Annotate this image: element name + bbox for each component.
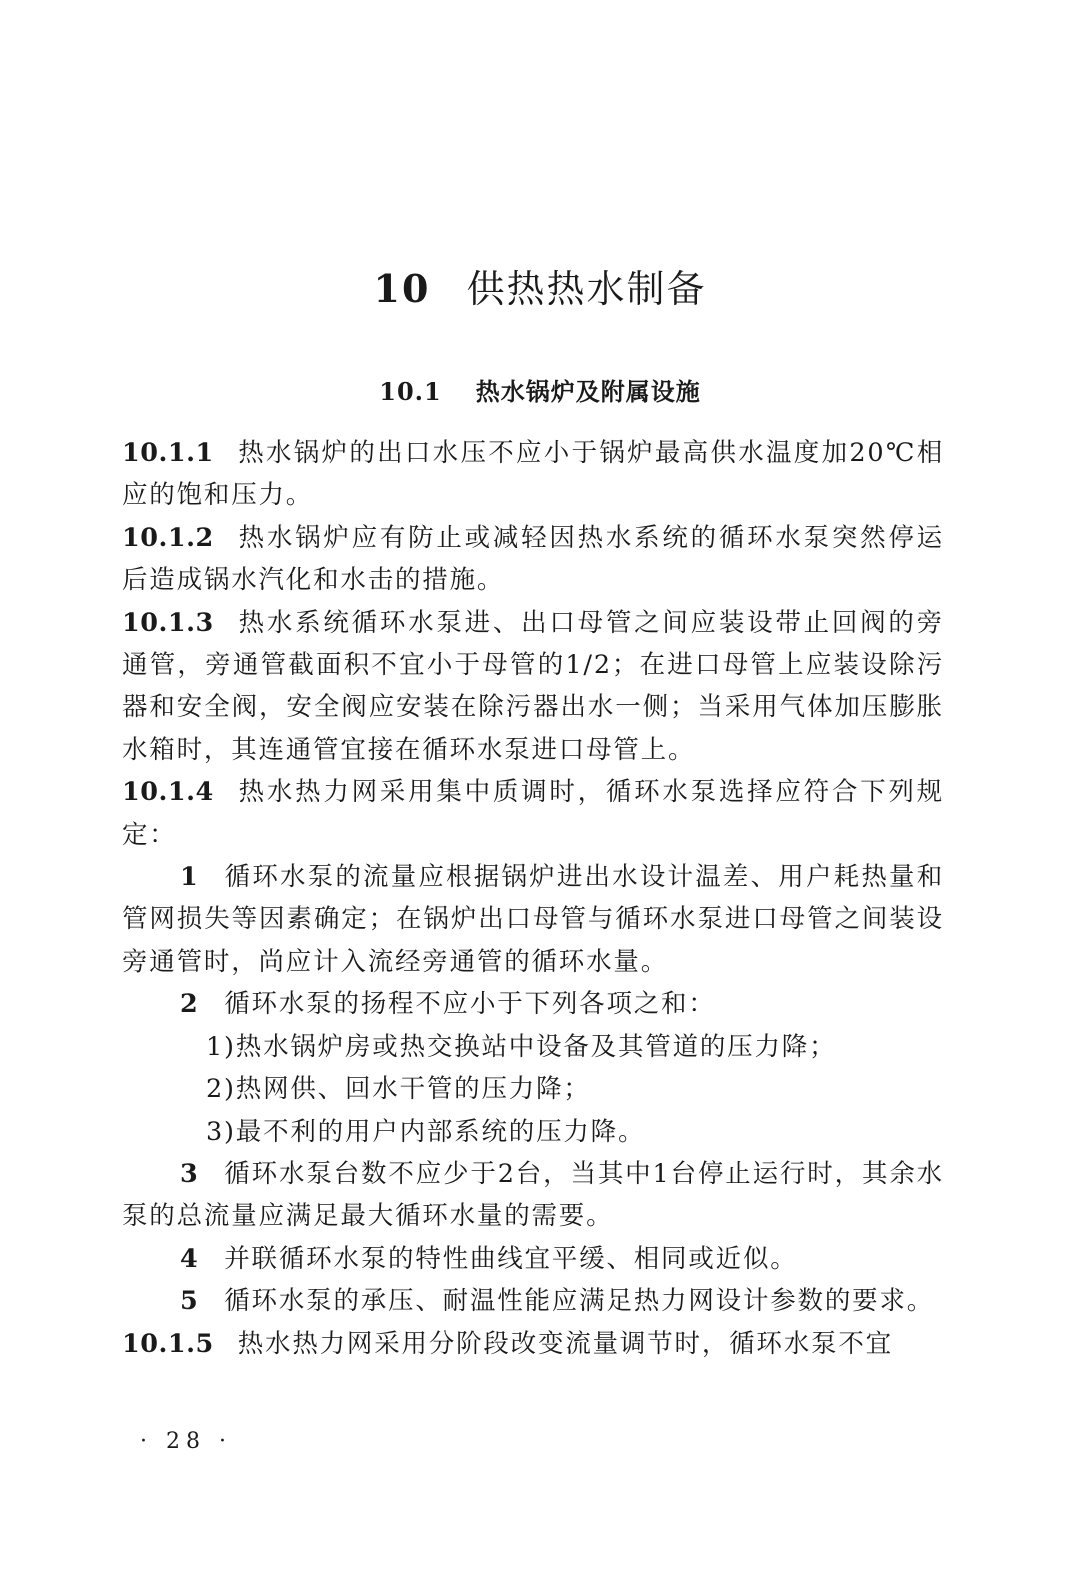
item-text: 循环水泵台数不应少于2台，当其中1台停止运行时，其余水泵的总流量应满足最大循环水量的需要。: [122, 1158, 944, 1232]
item-number: 2: [180, 989, 199, 1020]
chapter-number: 10: [373, 266, 431, 311]
body-text: [122, 432, 944, 1365]
list-item-2: [122, 983, 944, 1025]
clause-text: 热水系统循环水泵进、出口母管之间应装设带止回阀的旁通管，旁通管截面积不宜小于母管的1/2；在进口母管上应装设除污器和安全阀，安全阀应安装在除污器出水一侧；当采用气体加压膨胀水箱时，其连通管宜接在循环水泵进口母管上。: [122, 607, 944, 765]
clause-number: 10.1.5: [122, 1328, 214, 1359]
chapter-name: 供热热水制备: [466, 267, 707, 311]
clause-10-1-3: [122, 602, 944, 772]
sub-item-2: 2)热网供、回水干管的压力降；: [206, 1074, 591, 1105]
clause-10-1-4: [122, 771, 944, 856]
item-number: 5: [180, 1286, 199, 1317]
sub-item-1: 1)热水锅炉房或热交换站中设备及其管道的压力降；: [206, 1031, 837, 1062]
item-text: 循环水泵的流量应根据锅炉进出水设计温差、用户耗热量和管网损失等因素确定；在锅炉出口母管与循环水泵进口母管之间装设旁通管时，尚应计入流经旁通管的循环水量。: [122, 862, 944, 977]
sub-item-3: 3)最不利的用户内部系统的压力降。: [206, 1116, 646, 1147]
clause-number: 10.1.1: [122, 438, 214, 468]
clause-text: 热水热力网采用分阶段改变流量调节时，循环水泵不宜: [237, 1328, 893, 1359]
clause-10-1-1: [122, 432, 944, 517]
item-text: 循环水泵的承压、耐温性能应满足热力网设计参数的要求。: [224, 1286, 935, 1317]
list-item-5: [122, 1280, 944, 1322]
clause-text: 热水锅炉的出口水压不应小于锅炉最高供水温度加20℃相应的饱和压力。: [122, 438, 944, 511]
list-item-3: [122, 1153, 944, 1238]
section-name: 热水锅炉及附属设施: [475, 377, 701, 406]
item-number: 4: [180, 1243, 199, 1274]
list-item-4: [122, 1238, 944, 1280]
item-number: 3: [180, 1158, 199, 1189]
list-item-1: [122, 856, 944, 983]
clause-text: 热水锅炉应有防止或减轻因热水系统的循环水泵突然停运后造成锅水汽化和水击的措施。: [122, 522, 944, 596]
clause-10-1-5: [122, 1323, 944, 1365]
page-number: · 28 ·: [140, 1429, 232, 1454]
clause-text: 热水热力网采用集中质调时，循环水泵选择应符合下列规定：: [122, 777, 944, 850]
section-title: [0, 372, 1080, 407]
clause-number: 10.1.2: [122, 522, 214, 553]
item-text: 循环水泵的扬程不应小于下列各项之和：: [224, 989, 716, 1020]
item-text: 并联循环水泵的特性曲线宜平缓、相同或近似。: [224, 1243, 798, 1274]
section-number: 10.1: [379, 377, 442, 406]
clause-10-1-2: [122, 517, 944, 602]
chapter-title: [0, 258, 1080, 313]
item-number: 1: [180, 862, 199, 893]
clause-number: 10.1.3: [122, 607, 214, 638]
clause-number: 10.1.4: [122, 777, 214, 808]
